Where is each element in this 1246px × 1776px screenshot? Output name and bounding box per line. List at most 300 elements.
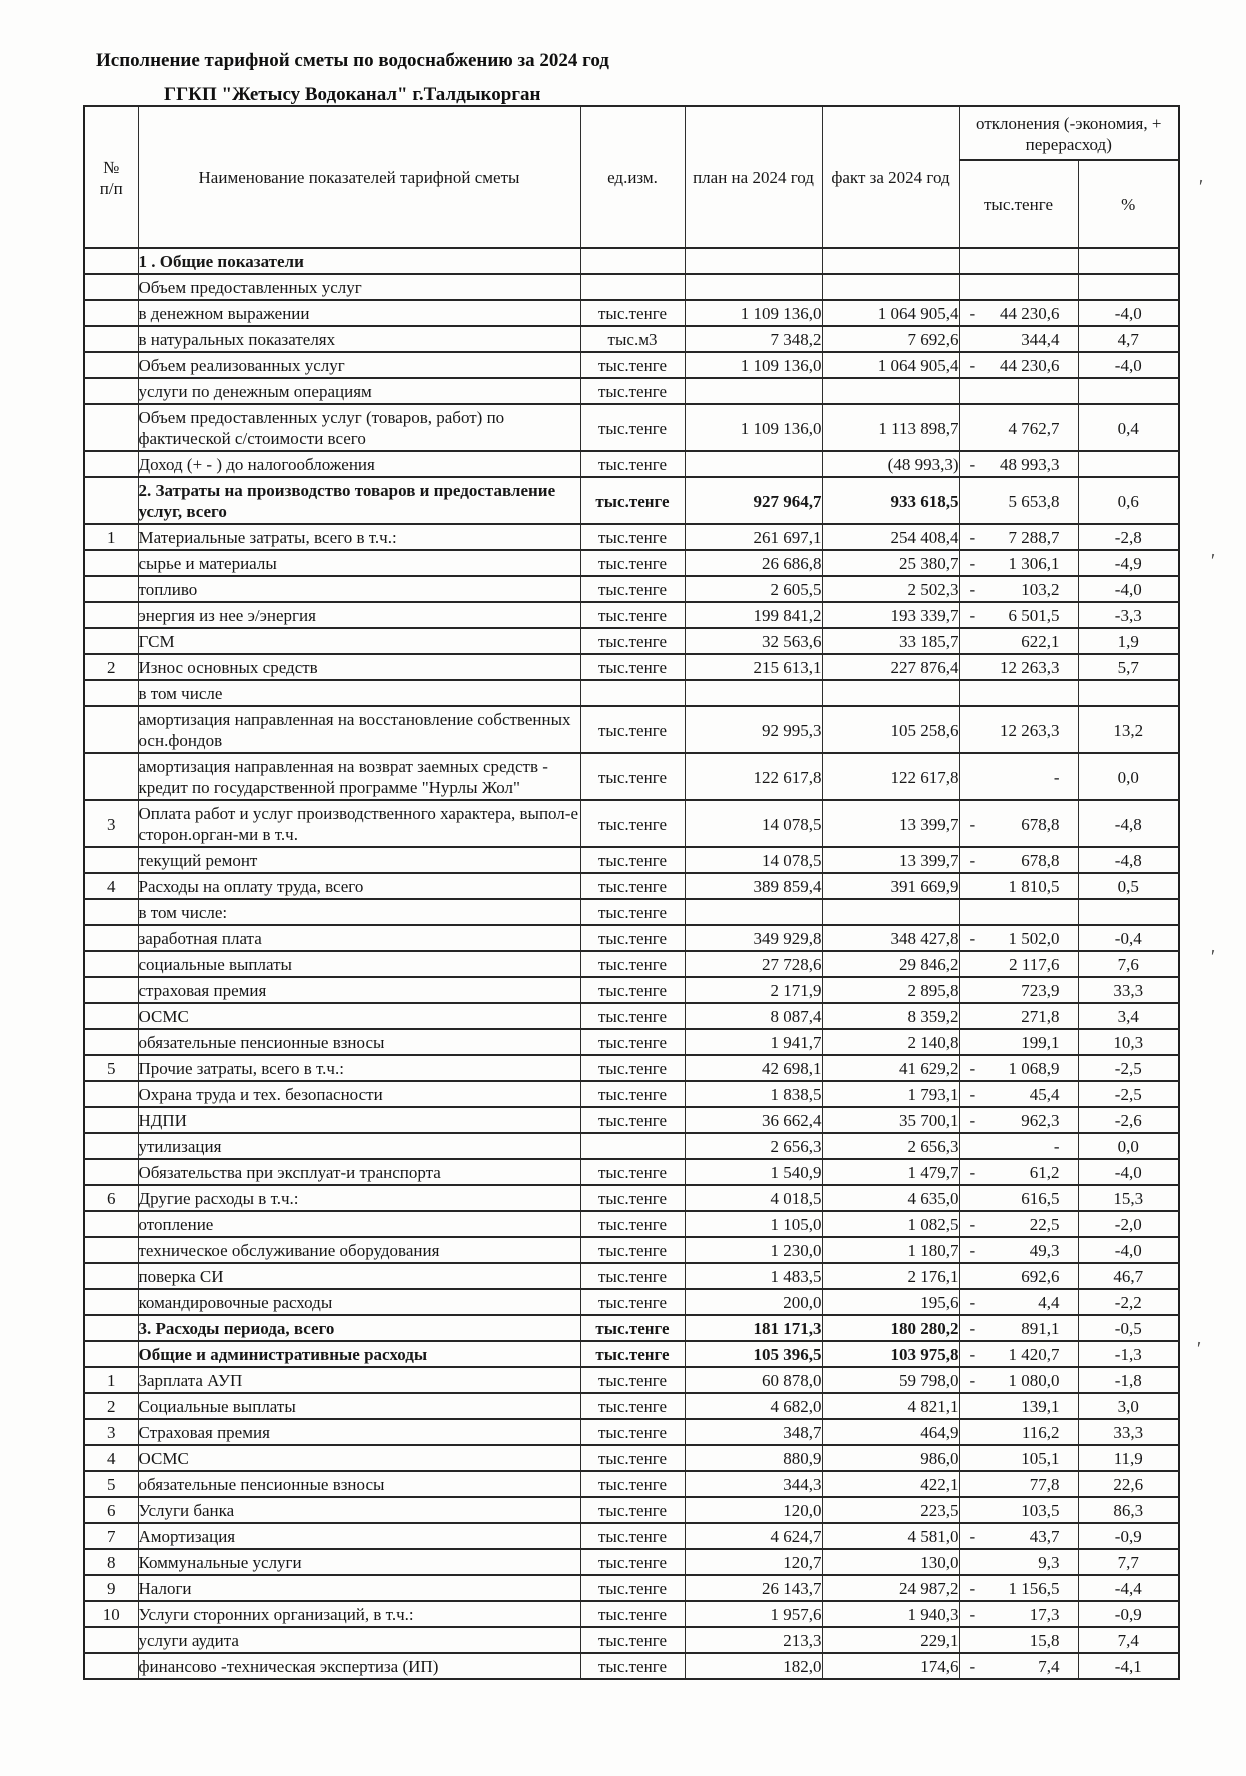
row-number (84, 951, 138, 977)
row-number (84, 477, 138, 524)
fact-value: 1 064 905,4 (822, 352, 959, 378)
plan-value: 200,0 (685, 1289, 822, 1315)
table-row (84, 899, 1179, 925)
deviation-value: 1 810,5 (1008, 877, 1060, 896)
table-row (84, 1627, 1179, 1653)
plan-value: 122 617,8 (685, 753, 822, 800)
table-row (84, 1185, 1179, 1211)
fact-value: 933 618,5 (822, 477, 959, 524)
table-row (84, 451, 1179, 477)
deviation-cell (959, 654, 1078, 680)
unit-cell: тыс.тенге (580, 1315, 685, 1341)
table-row (84, 602, 1179, 628)
fact-value: 986,0 (822, 1445, 959, 1471)
row-number: 5 (84, 1471, 138, 1497)
fact-value: 59 798,0 (822, 1367, 959, 1393)
deviation-percent: 7,4 (1078, 1627, 1179, 1653)
row-number (84, 1107, 138, 1133)
plan-value: 389 859,4 (685, 873, 822, 899)
indicator-name: Другие расходы в т.ч.: (138, 1185, 580, 1211)
deviation-value: 891,1 (1021, 1319, 1060, 1338)
table-row (84, 1497, 1179, 1523)
fact-value: 391 669,9 (822, 873, 959, 899)
table-row (84, 753, 1179, 800)
minus-sign: - (969, 455, 976, 474)
table-row (84, 326, 1179, 352)
deviation-percent: -4,1 (1078, 1653, 1179, 1679)
deviation-value: 12 263,3 (1000, 658, 1060, 677)
row-number: 2 (84, 1393, 138, 1419)
deviation-value: 1 080,0 (1008, 1371, 1060, 1390)
deviation-value: 4,4 (1038, 1293, 1060, 1312)
deviation-cell (959, 1393, 1078, 1419)
unit-cell: тыс.тенге (580, 1107, 685, 1133)
deviation-cell (959, 1081, 1078, 1107)
indicator-name: заработная плата (138, 925, 580, 951)
minus-sign: - (969, 1111, 976, 1130)
row-number: 6 (84, 1497, 138, 1523)
table-row (84, 576, 1179, 602)
fact-value: 422,1 (822, 1471, 959, 1497)
scan-artifact: ' (1193, 1337, 1202, 1361)
deviation-percent: 0,0 (1078, 753, 1179, 800)
deviation-percent: -4,9 (1078, 550, 1179, 576)
table-row (84, 1419, 1179, 1445)
row-number (84, 847, 138, 873)
deviation-cell (959, 951, 1078, 977)
unit-cell (580, 680, 685, 706)
plan-value: 27 728,6 (685, 951, 822, 977)
fact-value: 464,9 (822, 1419, 959, 1445)
indicator-name: командировочные расходы (138, 1289, 580, 1315)
unit-cell: тыс.тенге (580, 1549, 685, 1575)
fact-value: 174,6 (822, 1653, 959, 1679)
fact-value: 193 339,7 (822, 602, 959, 628)
plan-value: 26 143,7 (685, 1575, 822, 1601)
plan-value (685, 680, 822, 706)
deviation-percent: 13,2 (1078, 706, 1179, 753)
deviation-percent (1078, 899, 1179, 925)
row-number: 8 (84, 1549, 138, 1575)
plan-value: 2 605,5 (685, 576, 822, 602)
fact-value: 1 180,7 (822, 1237, 959, 1263)
row-number (84, 326, 138, 352)
deviation-percent: 0,6 (1078, 477, 1179, 524)
indicator-name: 1 . Общие показатели (138, 248, 580, 274)
plan-value: 261 697,1 (685, 524, 822, 550)
deviation-percent (1078, 680, 1179, 706)
deviation-percent: -2,6 (1078, 1107, 1179, 1133)
unit-cell: тыс.тенге (580, 1237, 685, 1263)
unit-cell: тыс.тенге (580, 550, 685, 576)
indicator-name: амортизация направленная на восстановление собственных осн.фондов (138, 706, 580, 753)
row-number (84, 378, 138, 404)
deviation-value: 1 306,1 (1008, 554, 1060, 573)
deviation-value: 12 263,3 (1000, 720, 1060, 740)
deviation-value: 103,2 (1021, 580, 1060, 599)
table-row (84, 925, 1179, 951)
row-number: 10 (84, 1601, 138, 1627)
unit-cell: тыс.тенге (580, 1393, 685, 1419)
fact-value: 4 635,0 (822, 1185, 959, 1211)
unit-cell: тыс.тенге (580, 977, 685, 1003)
unit-cell: тыс.тенге (580, 404, 685, 451)
deviation-cell (959, 1211, 1078, 1237)
plan-value (685, 378, 822, 404)
plan-value: 26 686,8 (685, 550, 822, 576)
deviation-value: 1 156,5 (1008, 1579, 1060, 1598)
deviation-percent: 4,7 (1078, 326, 1179, 352)
plan-value: 349 929,8 (685, 925, 822, 951)
row-number (84, 1263, 138, 1289)
table-row (84, 800, 1179, 847)
deviation-percent: 86,3 (1078, 1497, 1179, 1523)
indicator-name: Охрана труда и тех. безопасности (138, 1081, 580, 1107)
fact-value: 180 280,2 (822, 1315, 959, 1341)
minus-sign: - (969, 1215, 976, 1234)
fact-value: 105 258,6 (822, 706, 959, 753)
table-row (84, 628, 1179, 654)
unit-cell: тыс.тенге (580, 352, 685, 378)
deviation-value: 22,5 (1029, 1215, 1060, 1234)
plan-value (685, 899, 822, 925)
row-number (84, 300, 138, 326)
row-number (84, 248, 138, 274)
indicator-name: Страховая премия (138, 1419, 580, 1445)
plan-value: 344,3 (685, 1471, 822, 1497)
indicator-name: Объем предоставленных услуг (138, 274, 580, 300)
table-row (84, 1393, 1179, 1419)
fact-value: 4 821,1 (822, 1393, 959, 1419)
row-number (84, 753, 138, 800)
row-number (84, 925, 138, 951)
deviation-value: 105,1 (1021, 1449, 1060, 1468)
row-number (84, 1315, 138, 1341)
fact-value: 348 427,8 (822, 925, 959, 951)
unit-cell: тыс.тенге (580, 524, 685, 550)
deviation-value: 723,9 (1021, 981, 1060, 1000)
deviation-percent: -2,5 (1078, 1055, 1179, 1081)
plan-value: 348,7 (685, 1419, 822, 1445)
row-number (84, 899, 138, 925)
deviation-cell (959, 1445, 1078, 1471)
deviation-value: 44 230,6 (1000, 356, 1060, 375)
row-number: 9 (84, 1575, 138, 1601)
fact-value: 1 940,3 (822, 1601, 959, 1627)
row-number: 1 (84, 524, 138, 550)
indicator-name: Социальные выплаты (138, 1393, 580, 1419)
row-number: 3 (84, 800, 138, 847)
deviation-cell (959, 1341, 1078, 1367)
deviation-percent: 15,3 (1078, 1185, 1179, 1211)
deviation-cell (959, 1549, 1078, 1575)
deviation-percent: 3,4 (1078, 1003, 1179, 1029)
table-row (84, 951, 1179, 977)
fact-value: 2 895,8 (822, 977, 959, 1003)
indicator-name: ОСМС (138, 1445, 580, 1471)
unit-cell: тыс.тенге (580, 925, 685, 951)
row-number (84, 576, 138, 602)
table-row (84, 352, 1179, 378)
unit-cell: тыс.тенге (580, 899, 685, 925)
deviation-percent: -0,9 (1078, 1601, 1179, 1627)
indicator-name: Объем реализованных услуг (138, 352, 580, 378)
row-number (84, 706, 138, 753)
deviation-cell (959, 1419, 1078, 1445)
header-row-1 (84, 106, 1179, 160)
plan-value: 213,3 (685, 1627, 822, 1653)
unit-cell: тыс.тенге (580, 576, 685, 602)
deviation-cell (959, 753, 1078, 800)
deviation-cell (959, 274, 1078, 300)
indicator-name: Налоги (138, 1575, 580, 1601)
minus-sign: - (969, 814, 976, 834)
deviation-value: 77,8 (1029, 1475, 1060, 1494)
indicator-name: Доход (+ - ) до налогообложения (138, 451, 580, 477)
deviation-cell (959, 1159, 1078, 1185)
indicator-name: топливо (138, 576, 580, 602)
row-number (84, 680, 138, 706)
tariff-estimate-table (83, 105, 1180, 1680)
minus-sign: - (969, 1657, 976, 1676)
minus-sign: - (969, 1371, 976, 1390)
deviation-cell (959, 451, 1078, 477)
plan-value: 1 109 136,0 (685, 300, 822, 326)
deviation-percent: -4,0 (1078, 576, 1179, 602)
deviation-cell (959, 899, 1078, 925)
fact-value (822, 680, 959, 706)
fact-value: 29 846,2 (822, 951, 959, 977)
plan-value: 14 078,5 (685, 847, 822, 873)
minus-sign: - (969, 304, 976, 323)
row-number: 3 (84, 1419, 138, 1445)
deviation-percent: -4,0 (1078, 352, 1179, 378)
table-row (84, 1029, 1179, 1055)
table-row (84, 1055, 1179, 1081)
deviation-value: 2 117,6 (1009, 955, 1060, 974)
fact-value: 4 581,0 (822, 1523, 959, 1549)
unit-cell (580, 274, 685, 300)
indicator-name: 3. Расходы периода, всего (138, 1315, 580, 1341)
unit-cell: тыс.тенге (580, 1523, 685, 1549)
minus-sign: - (969, 606, 976, 625)
row-number: 2 (84, 654, 138, 680)
row-number: 7 (84, 1523, 138, 1549)
unit-cell: тыс.тенге (580, 654, 685, 680)
table-body (84, 248, 1179, 1679)
minus-sign: - (969, 1059, 976, 1078)
table-row (84, 847, 1179, 873)
fact-value (822, 899, 959, 925)
minus-sign: - (969, 1527, 976, 1546)
plan-value: 120,7 (685, 1549, 822, 1575)
plan-value (685, 451, 822, 477)
row-number (84, 352, 138, 378)
row-number (84, 451, 138, 477)
plan-value (685, 274, 822, 300)
deviation-percent: -4,0 (1078, 1237, 1179, 1263)
header-indicator-name: Наименование показателей тарифной сметы (138, 106, 580, 248)
fact-value: 2 176,1 (822, 1263, 959, 1289)
deviation-value: 44 230,6 (1000, 304, 1060, 323)
indicator-name: Оплата работ и услуг производственного характера, выпол-е сторон.орган-ми в т.ч. (138, 800, 580, 847)
indicator-name: 2. Затраты на производство товаров и предоставление услуг, всего (138, 477, 580, 524)
deviation-cell (959, 1315, 1078, 1341)
fact-value: 2 502,3 (822, 576, 959, 602)
row-number (84, 404, 138, 451)
deviation-percent: 0,0 (1078, 1133, 1179, 1159)
indicator-name: финансово -техническая экспертиза (ИП) (138, 1653, 580, 1679)
fact-value: 1 793,1 (822, 1081, 959, 1107)
deviation-percent: -1,8 (1078, 1367, 1179, 1393)
deviation-value: - (1053, 1137, 1060, 1156)
minus-sign: - (969, 554, 976, 573)
plan-value: 105 396,5 (685, 1341, 822, 1367)
deviation-value: - (1053, 767, 1060, 787)
fact-value: 103 975,8 (822, 1341, 959, 1367)
fact-value: 130,0 (822, 1549, 959, 1575)
row-number (84, 1627, 138, 1653)
plan-value: 92 995,3 (685, 706, 822, 753)
fact-value: 122 617,8 (822, 753, 959, 800)
indicator-name: Материальные затраты, всего в т.ч.: (138, 524, 580, 550)
plan-value: 32 563,6 (685, 628, 822, 654)
deviation-cell (959, 248, 1078, 274)
table-row (84, 1081, 1179, 1107)
deviation-cell (959, 925, 1078, 951)
header-deviation-unit: тыс.тенге (959, 160, 1078, 248)
indicator-name: в денежном выражении (138, 300, 580, 326)
fact-value: 195,6 (822, 1289, 959, 1315)
indicator-name: Обязательства при эксплуат-и транспорта (138, 1159, 580, 1185)
table-row (84, 524, 1179, 550)
plan-value: 215 613,1 (685, 654, 822, 680)
deviation-cell (959, 873, 1078, 899)
indicator-name: Износ основных средств (138, 654, 580, 680)
indicator-name: в том числе (138, 680, 580, 706)
deviation-percent: -1,3 (1078, 1341, 1179, 1367)
deviation-cell (959, 1055, 1078, 1081)
unit-cell: тыс.тенге (580, 873, 685, 899)
plan-value: 1 105,0 (685, 1211, 822, 1237)
unit-cell: тыс.тенге (580, 628, 685, 654)
header-num-line1: № (103, 157, 120, 177)
deviation-percent: -4,4 (1078, 1575, 1179, 1601)
deviation-cell (959, 576, 1078, 602)
unit-cell: тыс.тенге (580, 1211, 685, 1237)
minus-sign: - (969, 1293, 976, 1312)
deviation-value: 7,4 (1038, 1657, 1060, 1676)
table-row (84, 274, 1179, 300)
deviation-value: 5 653,8 (1008, 491, 1060, 511)
deviation-value: 962,3 (1021, 1111, 1060, 1130)
unit-cell: тыс.тенге (580, 602, 685, 628)
unit-cell: тыс.тенге (580, 1263, 685, 1289)
deviation-cell (959, 1367, 1078, 1393)
row-number (84, 1003, 138, 1029)
row-number (84, 602, 138, 628)
deviation-percent: 11,9 (1078, 1445, 1179, 1471)
deviation-value: 6 501,5 (1008, 606, 1060, 625)
fact-value: 227 876,4 (822, 654, 959, 680)
unit-cell (580, 248, 685, 274)
unit-cell (580, 1133, 685, 1159)
plan-value (685, 248, 822, 274)
indicator-name: сырье и материалы (138, 550, 580, 576)
plan-value: 182,0 (685, 1653, 822, 1679)
table-row (84, 1133, 1179, 1159)
plan-value: 120,0 (685, 1497, 822, 1523)
plan-value: 1 483,5 (685, 1263, 822, 1289)
table-row (84, 1107, 1179, 1133)
unit-cell: тыс.тенге (580, 1471, 685, 1497)
plan-value: 1 109 136,0 (685, 404, 822, 451)
minus-sign: - (969, 356, 976, 375)
deviation-value: 49,3 (1029, 1241, 1060, 1260)
deviation-value: 271,8 (1021, 1007, 1060, 1026)
fact-value: 229,1 (822, 1627, 959, 1653)
plan-value: 927 964,7 (685, 477, 822, 524)
deviation-percent: 10,3 (1078, 1029, 1179, 1055)
unit-cell: тыс.тенге (580, 1185, 685, 1211)
plan-value: 8 087,4 (685, 1003, 822, 1029)
unit-cell: тыс.тенге (580, 1497, 685, 1523)
fact-value: 1 479,7 (822, 1159, 959, 1185)
table-row (84, 1159, 1179, 1185)
table-row (84, 550, 1179, 576)
minus-sign: - (969, 1241, 976, 1260)
deviation-cell (959, 1029, 1078, 1055)
unit-cell: тыс.тенге (580, 451, 685, 477)
deviation-percent: 1,9 (1078, 628, 1179, 654)
deviation-percent: -2,0 (1078, 1211, 1179, 1237)
fact-value: 2 140,8 (822, 1029, 959, 1055)
fact-value: (48 993,3) (822, 451, 959, 477)
deviation-value: 692,6 (1021, 1267, 1060, 1286)
table-row (84, 1315, 1179, 1341)
fact-value: 8 359,2 (822, 1003, 959, 1029)
deviation-cell (959, 1289, 1078, 1315)
fact-value: 7 692,6 (822, 326, 959, 352)
plan-value: 60 878,0 (685, 1367, 822, 1393)
deviation-value: 616,5 (1021, 1189, 1060, 1208)
minus-sign: - (969, 580, 976, 599)
deviation-percent: -4,0 (1078, 300, 1179, 326)
deviation-cell (959, 300, 1078, 326)
unit-cell: тыс.тенге (580, 1601, 685, 1627)
deviation-value: 15,8 (1029, 1631, 1060, 1650)
deviation-value: 45,4 (1029, 1085, 1060, 1104)
row-number (84, 977, 138, 1003)
unit-cell: тыс.тенге (580, 1367, 685, 1393)
document-title-line2: ГГКП "Жетысу Водоканал" г.Талдыкорган (164, 84, 541, 105)
row-number: 5 (84, 1055, 138, 1081)
unit-cell: тыс.тенге (580, 847, 685, 873)
plan-value: 2 171,9 (685, 977, 822, 1003)
deviation-percent: -3,3 (1078, 602, 1179, 628)
deviation-percent: 46,7 (1078, 1263, 1179, 1289)
unit-cell: тыс.м3 (580, 326, 685, 352)
plan-value: 1 109 136,0 (685, 352, 822, 378)
unit-cell: тыс.тенге (580, 300, 685, 326)
row-number: 4 (84, 1445, 138, 1471)
deviation-cell (959, 1263, 1078, 1289)
indicator-name: услуги по денежным операциям (138, 378, 580, 404)
header-deviation-percent: % (1078, 160, 1179, 248)
indicator-name: Общие и административные расходы (138, 1341, 580, 1367)
deviation-cell (959, 706, 1078, 753)
unit-cell: тыс.тенге (580, 1159, 685, 1185)
